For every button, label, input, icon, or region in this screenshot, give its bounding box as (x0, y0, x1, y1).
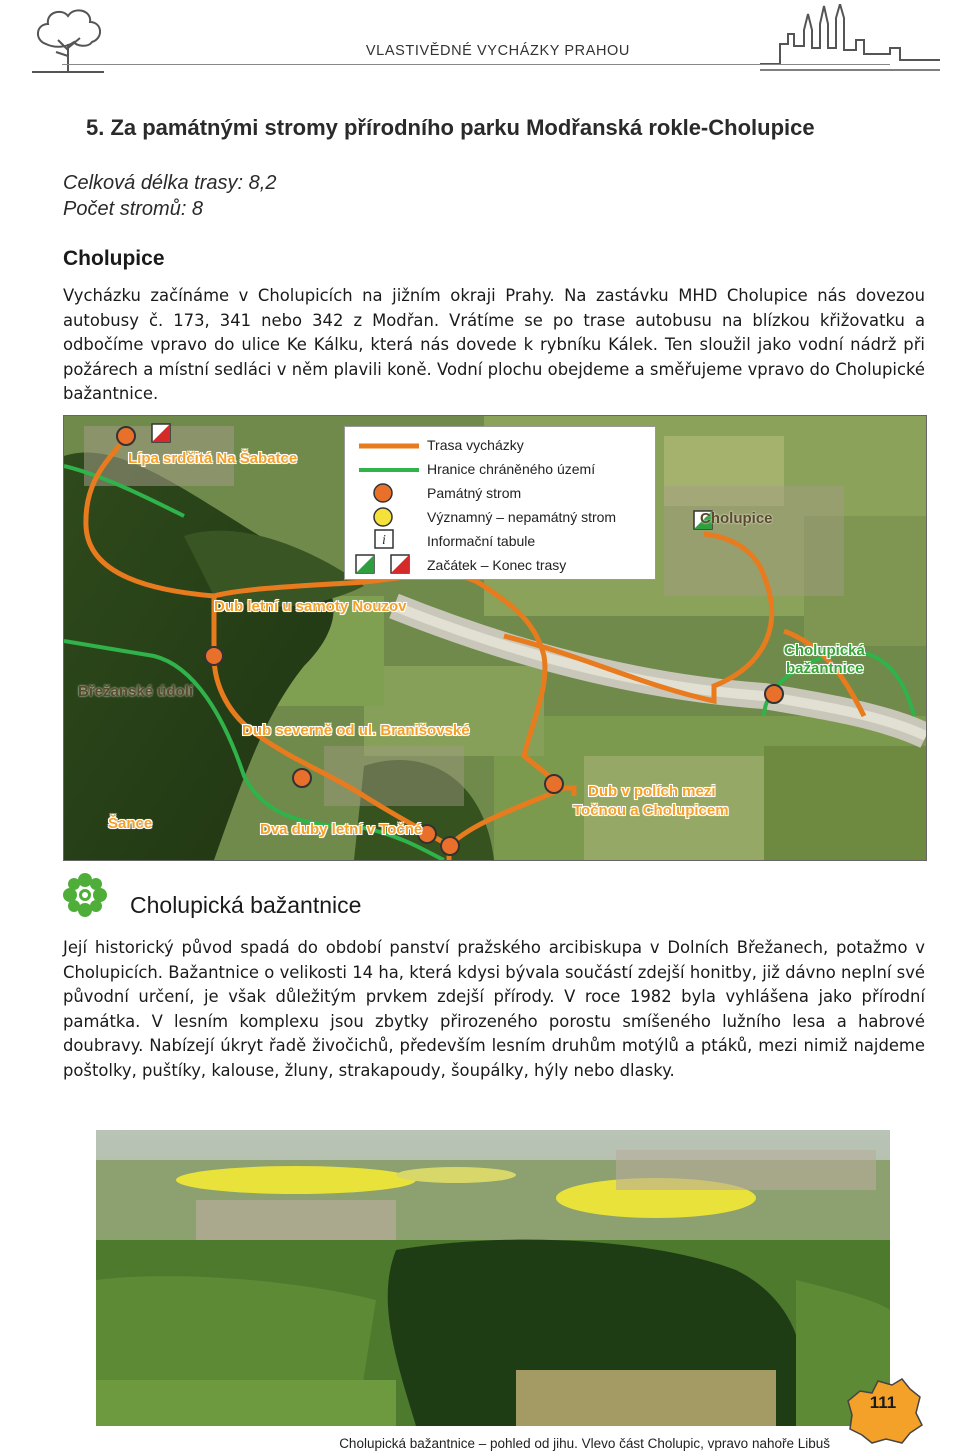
boundary-line-icon (359, 467, 419, 473)
clover-icon (62, 872, 108, 918)
legend-label-start-end: Začátek – Konec trasy (427, 557, 567, 573)
map-label-lipa: Lípa srdčitá Na Šabatce (128, 450, 298, 467)
map-label-dub-v-polich: Dub v polích mezi (588, 783, 716, 800)
route-length: Celková délka trasy: 8,2 (63, 172, 277, 194)
info-board-icon (374, 529, 394, 549)
map-label-cholupice: Cholupice (700, 510, 773, 527)
map-label-dva-duby: Dva duby letní v Točné (260, 821, 423, 838)
start-end-legend-icon (355, 553, 411, 575)
map-label-sance: Šance (108, 815, 153, 832)
svg-text:i: i (382, 533, 386, 548)
legend-label-route: Trasa vycházky (427, 437, 524, 453)
section-heading-cholupice: Cholupice (63, 247, 165, 270)
map-label-dub-v-polich-2: Točnou a Cholupicem (573, 802, 729, 819)
section-text-cholupice: Vycházku začínáme v Cholupicích na jižním okraji Prahy. Na zastávku MHD Cholupice nás dovezou autobusy č. 173, 341 nebo 342 z Modřan. Vrátíme se po trase autobusu na blízkou křižovatku a odbočíme vpravo do ulice Ke Kálku, která nás dovede k rybníku Kálek. Ten sloužil jako vodní nádrž při požárech a místní sedláci v něm plavili koně. Vodní plochu obejdeme a směřujeme vpravo do Cholupické bažantnice. (63, 286, 925, 404)
running-header: VLASTIVĚDNÉ VYCHÁZKY PRAHOU (365, 43, 630, 59)
photo-caption: Cholupická bažantnice – pohled od jihu. Vlevo část Cholupic, vpravo nahoře Libuš (339, 1436, 830, 1451)
memorial-tree-icon (372, 482, 394, 504)
map-label-dub-branisovske: Dub severně od ul. Branišovské (242, 722, 470, 739)
route-line-icon (359, 443, 419, 449)
prague-castle-logo-icon (760, 4, 940, 78)
aerial-photo (96, 1130, 890, 1426)
chapter-title: 5. Za památnými stromy přírodního parku Modřanská rokle-Cholupice (86, 115, 815, 140)
legend-label-memorial-tree: Památný strom (427, 485, 522, 501)
significant-tree-icon (372, 506, 394, 528)
section-heading-bazantnice: Cholupická bažantnice (130, 892, 362, 918)
map-label-bazantnice-1: Cholupická (784, 642, 865, 659)
map-label-bazantnice-2: bažantnice (786, 660, 864, 677)
legend-label-info-board: Informační tabule (427, 533, 536, 549)
page-number: 111 (869, 1393, 897, 1412)
route-map (63, 415, 927, 861)
legend-label-significant-tree: Významný – nepamátný strom (427, 509, 617, 525)
section-text-bazantnice: Její historický původ spadá do období panství pražského arcibiskupa v Dolních Břežanech, potažmo v Cholupicích. Bažantnice o velikosti 14 ha, která kdysi bývala součástí zdejší honitby, již dávno neplní své původní určení, je však důležitým prvkem zdejší přírody. V roce 1982 byla vyhlášena jako přírodní památka. V lesním komplexu jsou zbytky přirozeného porostu smíšeného lužního lesa a habrové doubravy. Nabízejí úkryt řadě živočichů, především lesním druhům motýlů a ptáků, mezi nimiž najdeme poštolky, puštíky, kalouse, žluny, strakapoudy, šoupálky, hýly nebo dlasky. (63, 938, 925, 1080)
map-label-brezanske: Břežanské údolí (78, 683, 194, 700)
map-legend (344, 426, 656, 580)
aerial-photo-image (96, 1130, 890, 1426)
header-divider (62, 64, 890, 65)
tree-count: Počet stromů: 8 (63, 198, 204, 220)
tree-logo-icon (28, 4, 108, 76)
legend-label-boundary: Hranice chráněného území (427, 461, 596, 477)
map-label-dub-nouzov: Dub letní u samoty Nouzov (214, 598, 407, 615)
